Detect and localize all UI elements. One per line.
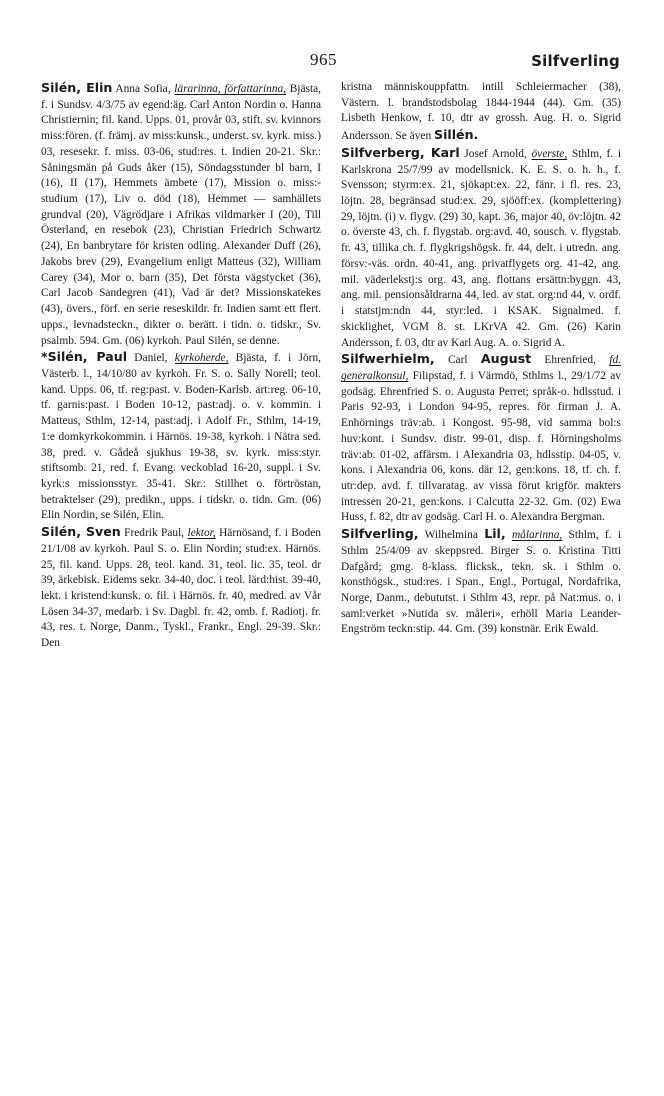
entry-text: Wilhelmina [418,529,485,542]
right-column [341,80,621,652]
entry-text: Bjästa, f. i Sundsv. 4/3/75 av egend:äg. Carl Anton Nordin o. Hanna Christiernin; fil. kand. Upps. 01, provår 03, stift. sv. kvinnors miss:fören. (f. främj. av miss:kunsk., underst. sv. kyrk. miss.) 03, resesekr. f. miss. 03-06, stud:res. t. Indien 20-21. Skr.: Såningsmän på Guds åker (15), Söndagsstunder bl barn, I (16), II (17), Hemmets ämbete (17), Mission o. miss:-studium (17), Liv o. död (18), Hemmet — samhällets grundval (20), Vägrödjare i Afrikas vildmarker I (20), Till Österland, en resebok (23), Christian Friedrich Schwartz (24), En banbrytare för kristen odling. Alexander Duff (26), Jakobs brev (29), Evangelium enligt Matteus (32), William Carey (34), Mor o. barn (35), Det första vägstycket (36), Carl Jacob Sandegren (41), Vad är det? Missionskatekes (43), övers., förf. en serie reseskildr. fr. Indien samt ett flert. upps., levnadsteckn., dikter o. berätt. i tidn. o. tidskr., Sv. psalmb. 594. Gm. (06) kyrkoh. Paul Silén, se denne. [41,83,322,347]
entry-silfverling-lil [341,526,621,638]
headword: Silfwerhielm, [341,351,435,367]
entry-continuation [341,80,621,145]
entry-text: Daniel, [127,352,175,365]
entry-text: Sthlm, f. i Sthlm 25/4/09 av skeppsred. Birger S. o. Kristina Titti Dafgård; gmg. 8-klass. flicksk., tekn. sk. i Sthlm o. konsthögsk., stud:res. i Span., Engl., Portugal, Nordafrika, Norge, Danm., debututst. i Sthlm 43, repr. på Nat:mus. o. i saml:verket »Nutida sv. måleri», erhöll Maria Leander-Engström teckn:stip. 44. Gm. (39) konstnär. Erik Ewald. [341,529,621,636]
entry-text: Filipstad, f. i Värmdö, Sthlms l., 29/1/72 av godsäg. Ehrenfried S. o. Augusta Perret; språk-o. hdlsstud. i Paris 92-93, i London 94-95, repres. för firman J. A. Enhörnings träv:ab. i Kongost. 95-98, vid samma bol:s huv:kont. i Sundsv. distr. 99-01, disp. f. Hörningsholms träv:ab. 01-02, affärsm. i Alexandria 03, hdlsstip. 04-05, v. kons. i Alexandria 06, kons. där 12, gen:kons. 18, tf. ch. f. utr:dep. avd. f. tillvaratag. av vissa förut krigför. makters intressen 20-21, gen:kons. i Calcutta 22-32. Gm. (02) Ewa Huss, f. 82, dtr av godsäg. Carl H. o. Alexandra Bergman. [341,369,621,524]
text-columns [41,80,621,652]
entry-text: Fredrik Paul, [120,527,188,540]
occupation: överste, [531,147,568,160]
occupation: lektor, [187,527,216,540]
entry-text: Härnösand, f. i Boden 21/1/08 av kyrkoh. Paul S. o. Elin Nordin; stud:ex. Härnös. 25, fil. kand. Upps. 28, teol. kand. 31, teol. lic. 35, teol. dr 39, ärkebisk. Eidems sekr. 34-40, doc. i teol. lärd:hist. 39-40, lekt. i kristend:kunsk. o. fil. i Härnös. fr. 40, medred. av Vår Lösen 34-37, medarb. i Sv. Dagbl. fr. 42, omb. f. Radiotj. fr. 43, res. t. Norge, Danm., Tyskl., Frankr., Engl. 29-39. Skr.: Den [41,527,321,650]
entry-text: Josef Arnold, [459,147,532,160]
headword: *Silén, Paul [41,349,128,365]
entry-silfwerhielm-carl [341,351,621,526]
entry-text: Sthlm, f. i Karlskrona 25/7/99 av modellsnick. K. E. S. o. h. h., f. Svensson; styrm:ex. 21, sjökapt:ex. 22, fänr. i fl. res. 23, löjtn. 28, begränsad stud:ex. 29, sjööff:ex. (komplettering) 29, löjtn. (i) v. flygv. (29) 30, kapt. 36, major 40, öv:löjtn. 42 o. överste 43, ch. f. flygstab. org:avd. 40, sousch. v. flygstab. fr. 43, tillika ch. f. flygkrigshögsk. fr. 44, delt. i utredn. ang. försv:-väs. ordn. 40-41, ang. privatflygets org. 41-42, ang. mil. väderlekstj:s org. 43, ang. flottans ersättn:byggn. 43, ang. mil. pensionsåldrarna 44, led. av stat. org:nd 44, v. ordf. i statstjm:ndn 44, styr:led. i KSAK. Signalmed. f. skicklighet, VGM 8. st. LKrVA 42. Gm. (26) Karin Andersson, f. 03, dtr av Karl Aug. A. o. Sigrid A. [341,147,621,349]
entry-text: kristna människouppfattn. intill Schleiermacher (38), Västern. l. brandstodsbolag 1844-1944 (44). Gm. (35) Lisbeth Henkow, f. 10, dtr av grossh. Aug. H. o. Sigrid Andersson. Se även [341,81,621,143]
occupation: kyrkoherde, [174,352,229,365]
entry-text: Ehrenfried, [531,354,610,367]
headword: Silfverling, [341,526,419,542]
given-name: Lil, [484,526,506,542]
occupation: fd. generalkonsul, [341,354,621,382]
page-number: 965 [310,50,337,69]
left-column [41,80,321,652]
entry-silfverberg-karl [341,145,621,351]
entry-silen-elin [41,80,321,349]
given-name: August [480,351,532,367]
occupation: lärarinna, författarinna, [174,83,287,95]
headword: Silén, Elin [41,80,113,95]
entry-text: Carl [434,354,481,367]
headword: Silfverberg, Karl [341,144,460,160]
occupation: målarinna, [511,529,563,542]
running-head: Silfverling [531,52,620,70]
entry-text: Anna Sofia, [112,83,175,95]
cross-reference: Sillén. [434,127,479,143]
headword: Silén, Sven [41,524,121,540]
entry-text: Bjästa, f. i Jörn, Västerb. l., 14/10/80 av kyrkoh. Fr. S. o. Sally Norell; teol. kand. Upps. 06, tf. reg:past. v. Boden-Karlsb. art:reg. 06-10, tf. garnis:past. i Boden 10-12, past:adj. o. v. kommin. i Matteus, Sthlm, 12-14, past:adj. i Adolf Fr., Sthlm, 14-19, 1:e domkyrkokommin. i Härnös. 19-38, kyrkoh. i Nätra sed. 38, pred. v. Gådeå sjukhus 19-38, sv. kyrk. miss:styr. stiftsomb. 21, red. f. Evang. veckoblad 16-20, suppl. i Sv. kyrk:s missionsstyr. 35-41. Skr.: Stillhet o. förtröstan, betraktelser (29), predikn., upps. i tidskr. o. tidn. Gm. (06) Elin Nordin, se Silén, Elin. [41,352,322,522]
entry-silen-paul [41,349,321,524]
entry-silen-sven [41,524,321,652]
